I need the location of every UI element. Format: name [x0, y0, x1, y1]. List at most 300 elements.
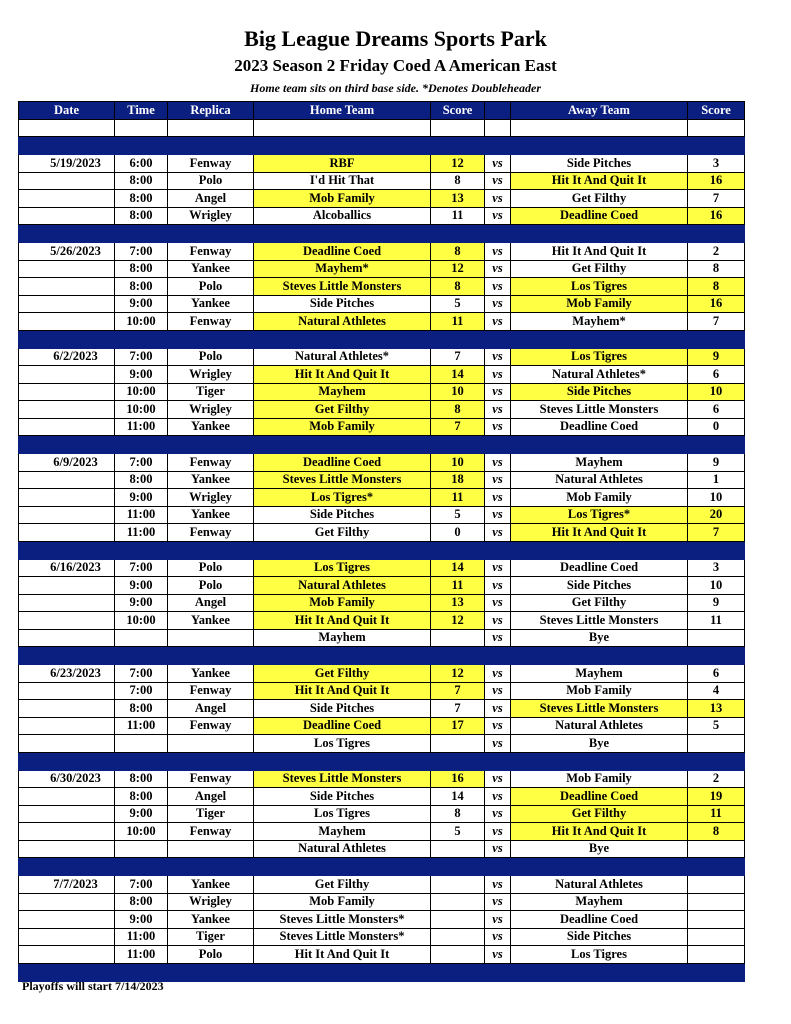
- home-score: [431, 928, 485, 946]
- home-team: Deadline Coed: [254, 717, 431, 735]
- game-time: 7:00: [115, 876, 168, 894]
- blank-cell: [254, 120, 431, 137]
- vs-label: vs: [485, 401, 511, 419]
- home-score: 14: [431, 366, 485, 384]
- game-row: [19, 700, 745, 718]
- separator-cell: [115, 436, 168, 454]
- game-date: 5/26/2023: [19, 243, 115, 261]
- blank-cell: [115, 120, 168, 137]
- game-replica-field: Fenway: [168, 155, 254, 173]
- separator-cell: [115, 137, 168, 155]
- away-score: 10: [688, 383, 745, 401]
- separator-cell: [115, 858, 168, 876]
- page-note: Home team sits on third base side. *Denotes Doubleheader: [250, 81, 541, 95]
- game-row: [19, 295, 745, 313]
- table-header-row: [19, 102, 745, 120]
- away-team: Mayhem*: [511, 313, 688, 331]
- separator-cell: [19, 752, 115, 770]
- schedule-table: [18, 101, 745, 982]
- home-score: 12: [431, 260, 485, 278]
- separator-cell: [511, 541, 688, 559]
- away-score: 7: [688, 190, 745, 208]
- away-score: 3: [688, 559, 745, 577]
- vs-label: vs: [485, 366, 511, 384]
- week-separator: [19, 647, 745, 665]
- game-row: [19, 928, 745, 946]
- separator-cell: [431, 858, 485, 876]
- away-score: 20: [688, 506, 745, 524]
- vs-label: vs: [485, 823, 511, 841]
- vs-label: vs: [485, 454, 511, 472]
- game-replica-field: Fenway: [168, 823, 254, 841]
- away-score: 2: [688, 243, 745, 261]
- away-score: [688, 735, 745, 753]
- game-time: 9:00: [115, 577, 168, 595]
- game-replica-field: [168, 629, 254, 647]
- away-team: Natural Athletes: [511, 717, 688, 735]
- game-time: 10:00: [115, 313, 168, 331]
- game-date: [19, 489, 115, 507]
- game-time: 11:00: [115, 524, 168, 542]
- home-score: 10: [431, 383, 485, 401]
- game-time: 9:00: [115, 489, 168, 507]
- away-team: Mayhem: [511, 893, 688, 911]
- game-replica-field: Yankee: [168, 612, 254, 630]
- away-team: Natural Athletes: [511, 876, 688, 894]
- away-team: Bye: [511, 735, 688, 753]
- separator-cell: [254, 858, 431, 876]
- away-team: Mayhem: [511, 665, 688, 683]
- away-team: Hit It And Quit It: [511, 243, 688, 261]
- schedule-body: [19, 120, 745, 982]
- home-score: 7: [431, 348, 485, 366]
- game-date: [19, 717, 115, 735]
- home-team: Mob Family: [254, 594, 431, 612]
- home-score: 8: [431, 243, 485, 261]
- game-time: 7:00: [115, 243, 168, 261]
- blank-cell: [168, 120, 254, 137]
- vs-label: vs: [485, 911, 511, 929]
- game-replica-field: Wrigley: [168, 893, 254, 911]
- away-score: 10: [688, 577, 745, 595]
- home-team: Steves Little Monsters*: [254, 928, 431, 946]
- away-score: 16: [688, 295, 745, 313]
- separator-cell: [168, 225, 254, 243]
- separator-cell: [168, 963, 254, 981]
- game-date: [19, 524, 115, 542]
- game-row: [19, 401, 745, 419]
- game-time: 7:00: [115, 348, 168, 366]
- game-time: 10:00: [115, 823, 168, 841]
- away-team: Mayhem: [511, 454, 688, 472]
- game-date: 6/9/2023: [19, 454, 115, 472]
- game-date: 5/19/2023: [19, 155, 115, 173]
- home-score: 10: [431, 454, 485, 472]
- home-team: Deadline Coed: [254, 454, 431, 472]
- separator-cell: [688, 541, 745, 559]
- separator-cell: [511, 225, 688, 243]
- separator-cell: [168, 647, 254, 665]
- week-separator: [19, 541, 745, 559]
- week-separator: [19, 752, 745, 770]
- home-team: Hit It And Quit It: [254, 946, 431, 964]
- vs-label: vs: [485, 805, 511, 823]
- home-team: Los Tigres: [254, 805, 431, 823]
- vs-label: vs: [485, 682, 511, 700]
- vs-label: vs: [485, 559, 511, 577]
- separator-cell: [485, 647, 511, 665]
- separator-cell: [511, 647, 688, 665]
- game-replica-field: Polo: [168, 348, 254, 366]
- separator-cell: [485, 963, 511, 981]
- home-score: [431, 911, 485, 929]
- vs-label: vs: [485, 717, 511, 735]
- game-date: [19, 172, 115, 190]
- vs-label: vs: [485, 700, 511, 718]
- separator-cell: [168, 330, 254, 348]
- away-team: Natural Athletes*: [511, 366, 688, 384]
- game-time: 8:00: [115, 172, 168, 190]
- separator-cell: [115, 225, 168, 243]
- game-time: 11:00: [115, 717, 168, 735]
- home-team: Natural Athletes: [254, 577, 431, 595]
- home-team: Hit It And Quit It: [254, 682, 431, 700]
- game-date: [19, 840, 115, 858]
- separator-cell: [511, 963, 688, 981]
- away-team: Bye: [511, 629, 688, 647]
- game-replica-field: Yankee: [168, 506, 254, 524]
- page-subtitle: 2023 Season 2 Friday Coed A American East: [234, 56, 557, 75]
- away-score: 6: [688, 401, 745, 419]
- away-score: 7: [688, 313, 745, 331]
- away-team: Get Filthy: [511, 805, 688, 823]
- separator-cell: [254, 752, 431, 770]
- separator-cell: [485, 330, 511, 348]
- vs-label: vs: [485, 946, 511, 964]
- game-row: [19, 665, 745, 683]
- game-date: [19, 946, 115, 964]
- home-score: 18: [431, 471, 485, 489]
- vs-label: vs: [485, 840, 511, 858]
- away-team: Side Pitches: [511, 577, 688, 595]
- game-row: [19, 506, 745, 524]
- week-separator: [19, 436, 745, 454]
- separator-cell: [485, 436, 511, 454]
- game-row: [19, 278, 745, 296]
- game-date: 6/23/2023: [19, 665, 115, 683]
- home-team: Steves Little Monsters: [254, 278, 431, 296]
- home-team: Los Tigres: [254, 735, 431, 753]
- game-row: [19, 559, 745, 577]
- vs-label: vs: [485, 489, 511, 507]
- header-home-score: Score: [431, 102, 485, 120]
- home-score: 5: [431, 823, 485, 841]
- game-replica-field: [168, 735, 254, 753]
- game-replica-field: Tiger: [168, 805, 254, 823]
- week-separator: [19, 137, 745, 155]
- away-score: [688, 876, 745, 894]
- game-replica-field: Yankee: [168, 260, 254, 278]
- game-date: [19, 366, 115, 384]
- vs-label: vs: [485, 313, 511, 331]
- game-time: [115, 735, 168, 753]
- away-team: Bye: [511, 840, 688, 858]
- game-row: [19, 454, 745, 472]
- game-row: [19, 155, 745, 173]
- game-time: 8:00: [115, 700, 168, 718]
- separator-cell: [254, 330, 431, 348]
- separator-cell: [168, 858, 254, 876]
- game-time: 11:00: [115, 946, 168, 964]
- separator-cell: [19, 858, 115, 876]
- separator-cell: [254, 436, 431, 454]
- home-team: Get Filthy: [254, 401, 431, 419]
- game-replica-field: Fenway: [168, 454, 254, 472]
- away-team: Steves Little Monsters: [511, 401, 688, 419]
- header-date: Date: [19, 102, 115, 120]
- game-time: 10:00: [115, 383, 168, 401]
- home-team: Natural Athletes: [254, 313, 431, 331]
- game-time: [115, 840, 168, 858]
- separator-cell: [19, 436, 115, 454]
- vs-label: vs: [485, 155, 511, 173]
- away-score: [688, 928, 745, 946]
- separator-cell: [485, 752, 511, 770]
- home-score: 11: [431, 489, 485, 507]
- away-score: [688, 629, 745, 647]
- game-time: 10:00: [115, 401, 168, 419]
- separator-cell: [254, 541, 431, 559]
- home-team: Get Filthy: [254, 876, 431, 894]
- home-score: [431, 893, 485, 911]
- home-score: 0: [431, 524, 485, 542]
- separator-cell: [115, 541, 168, 559]
- vs-label: vs: [485, 629, 511, 647]
- away-score: 5: [688, 717, 745, 735]
- away-score: 2: [688, 770, 745, 788]
- away-team: Get Filthy: [511, 260, 688, 278]
- game-date: [19, 911, 115, 929]
- away-team: Deadline Coed: [511, 911, 688, 929]
- separator-cell: [688, 858, 745, 876]
- vs-label: vs: [485, 928, 511, 946]
- away-score: 1: [688, 471, 745, 489]
- game-date: 6/2/2023: [19, 348, 115, 366]
- game-date: [19, 401, 115, 419]
- away-team: Los Tigres: [511, 278, 688, 296]
- header-vs: [485, 102, 511, 120]
- game-time: 8:00: [115, 278, 168, 296]
- separator-cell: [511, 752, 688, 770]
- blank-cell: [688, 120, 745, 137]
- game-row: [19, 260, 745, 278]
- game-replica-field: Yankee: [168, 876, 254, 894]
- away-score: 3: [688, 155, 745, 173]
- game-date: [19, 594, 115, 612]
- game-replica-field: Tiger: [168, 928, 254, 946]
- away-score: [688, 893, 745, 911]
- header-home-team: Home Team: [254, 102, 431, 120]
- game-time: 10:00: [115, 612, 168, 630]
- game-time: 8:00: [115, 770, 168, 788]
- game-row: [19, 876, 745, 894]
- separator-cell: [688, 752, 745, 770]
- home-team: Get Filthy: [254, 524, 431, 542]
- week-separator: [19, 225, 745, 243]
- game-row: [19, 911, 745, 929]
- game-row: [19, 805, 745, 823]
- home-team: Mob Family: [254, 190, 431, 208]
- vs-label: vs: [485, 243, 511, 261]
- game-date: [19, 682, 115, 700]
- separator-cell: [485, 858, 511, 876]
- away-score: 8: [688, 278, 745, 296]
- separator-cell: [431, 963, 485, 981]
- away-team: Steves Little Monsters: [511, 612, 688, 630]
- away-team: Hit It And Quit It: [511, 823, 688, 841]
- away-team: Los Tigres: [511, 946, 688, 964]
- separator-cell: [485, 137, 511, 155]
- home-score: 12: [431, 612, 485, 630]
- game-replica-field: Polo: [168, 559, 254, 577]
- away-team: Deadline Coed: [511, 788, 688, 806]
- home-score: 8: [431, 172, 485, 190]
- game-replica-field: Angel: [168, 594, 254, 612]
- game-row: [19, 612, 745, 630]
- away-team: Side Pitches: [511, 383, 688, 401]
- blank-cell: [19, 120, 115, 137]
- game-replica-field: Fenway: [168, 717, 254, 735]
- home-team: Hit It And Quit It: [254, 612, 431, 630]
- away-score: 11: [688, 805, 745, 823]
- game-time: [115, 629, 168, 647]
- home-score: 5: [431, 295, 485, 313]
- away-score: 8: [688, 823, 745, 841]
- away-score: [688, 911, 745, 929]
- vs-label: vs: [485, 612, 511, 630]
- game-date: [19, 700, 115, 718]
- separator-cell: [254, 963, 431, 981]
- away-score: 4: [688, 682, 745, 700]
- away-score: 11: [688, 612, 745, 630]
- game-row: [19, 172, 745, 190]
- game-date: [19, 612, 115, 630]
- game-replica-field: Angel: [168, 700, 254, 718]
- game-date: [19, 823, 115, 841]
- away-score: 8: [688, 260, 745, 278]
- header-replica: Replica: [168, 102, 254, 120]
- away-team: Mob Family: [511, 295, 688, 313]
- separator-cell: [254, 225, 431, 243]
- page-title: Big League Dreams Sports Park: [244, 26, 547, 51]
- game-replica-field: Polo: [168, 946, 254, 964]
- away-score: 9: [688, 348, 745, 366]
- separator-cell: [19, 541, 115, 559]
- separator-cell: [168, 137, 254, 155]
- separator-cell: [431, 541, 485, 559]
- home-team: Mayhem: [254, 629, 431, 647]
- home-score: 5: [431, 506, 485, 524]
- separator-cell: [511, 436, 688, 454]
- game-row: [19, 348, 745, 366]
- home-score: [431, 876, 485, 894]
- home-score: 11: [431, 207, 485, 225]
- home-team: Mob Family: [254, 418, 431, 436]
- game-time: 9:00: [115, 911, 168, 929]
- vs-label: vs: [485, 770, 511, 788]
- separator-cell: [168, 541, 254, 559]
- separator-cell: [485, 225, 511, 243]
- away-score: 0: [688, 418, 745, 436]
- game-time: 7:00: [115, 665, 168, 683]
- separator-cell: [168, 436, 254, 454]
- vs-label: vs: [485, 665, 511, 683]
- game-row: [19, 471, 745, 489]
- game-replica-field: [168, 840, 254, 858]
- game-date: [19, 805, 115, 823]
- home-score: 11: [431, 577, 485, 595]
- separator-cell: [254, 137, 431, 155]
- separator-cell: [431, 647, 485, 665]
- away-team: Hit It And Quit It: [511, 524, 688, 542]
- game-replica-field: Fenway: [168, 243, 254, 261]
- home-score: 7: [431, 682, 485, 700]
- game-row: [19, 770, 745, 788]
- home-score: 14: [431, 788, 485, 806]
- vs-label: vs: [485, 295, 511, 313]
- blank-row: [19, 120, 745, 137]
- game-row: [19, 207, 745, 225]
- separator-cell: [431, 330, 485, 348]
- game-date: [19, 383, 115, 401]
- game-date: [19, 928, 115, 946]
- away-team: Get Filthy: [511, 190, 688, 208]
- vs-label: vs: [485, 418, 511, 436]
- header-time: Time: [115, 102, 168, 120]
- game-date: [19, 577, 115, 595]
- separator-cell: [688, 225, 745, 243]
- game-time: 8:00: [115, 893, 168, 911]
- game-replica-field: Yankee: [168, 418, 254, 436]
- vs-label: vs: [485, 893, 511, 911]
- away-score: [688, 840, 745, 858]
- separator-cell: [431, 752, 485, 770]
- home-score: 8: [431, 805, 485, 823]
- home-team: Mayhem: [254, 823, 431, 841]
- away-team: Mob Family: [511, 770, 688, 788]
- away-score: 16: [688, 207, 745, 225]
- game-time: 8:00: [115, 190, 168, 208]
- game-replica-field: Fenway: [168, 682, 254, 700]
- game-date: 7/7/2023: [19, 876, 115, 894]
- game-row: [19, 682, 745, 700]
- home-team: Mob Family: [254, 893, 431, 911]
- vs-label: vs: [485, 876, 511, 894]
- separator-cell: [511, 858, 688, 876]
- home-score: 7: [431, 418, 485, 436]
- away-team: Natural Athletes: [511, 471, 688, 489]
- home-team: Steves Little Monsters: [254, 770, 431, 788]
- game-replica-field: Fenway: [168, 313, 254, 331]
- home-team: Side Pitches: [254, 700, 431, 718]
- separator-cell: [115, 330, 168, 348]
- game-time: 9:00: [115, 594, 168, 612]
- home-team: Mayhem*: [254, 260, 431, 278]
- home-team: Hit It And Quit It: [254, 366, 431, 384]
- away-score: 19: [688, 788, 745, 806]
- game-row: [19, 190, 745, 208]
- away-team: Deadline Coed: [511, 418, 688, 436]
